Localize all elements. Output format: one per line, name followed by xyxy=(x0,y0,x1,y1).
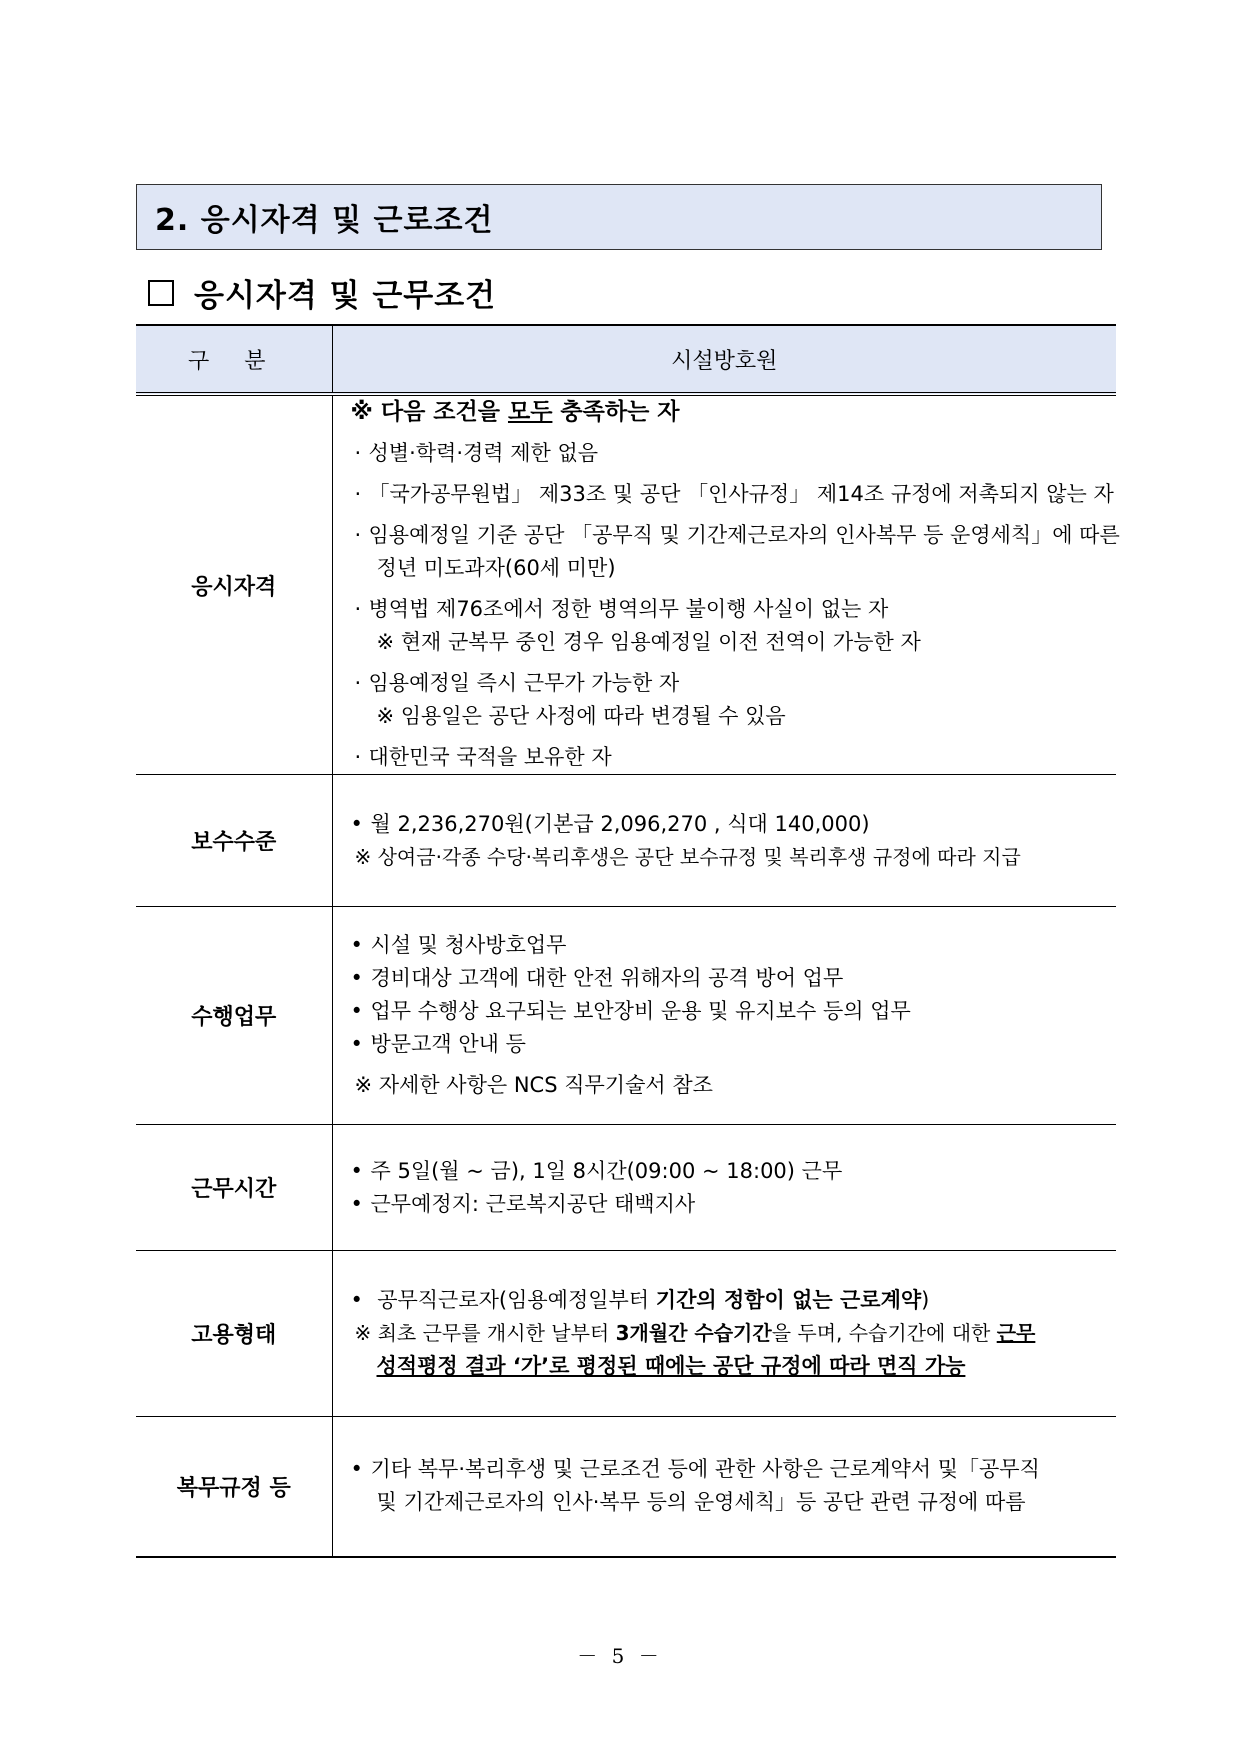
row-eligibility xyxy=(136,394,1116,775)
header-category: 구 분 xyxy=(136,325,332,394)
label-employment: 고용형태 xyxy=(136,1251,332,1417)
eligibility-note: ※ 임용일은 공단 사정에 따라 변경될 수 있음 xyxy=(376,704,786,728)
pay-note: ※ 상여금·각종 수당·복리후생은 공단 보수규정 및 복리후생 규정에 따라 지급 xyxy=(354,844,1021,869)
eligibility-item: · 병역법 제76조에서 정한 병역의무 불이행 사실이 없는 자 xyxy=(351,593,1109,626)
section-title: 2. 응시자격 및 근로조건 xyxy=(155,203,494,238)
eligibility-item-cont: 정년 미도과자(60세 미만) xyxy=(376,556,616,580)
row-rules xyxy=(136,1417,1116,1557)
pay-line: • 월 2,236,270원(기본급 2,096,270 , 식대 140,000) xyxy=(351,808,1109,841)
rules-line-cont: 및 기간제근로자의 인사·복무 등의 운영세칙」등 공단 관련 규정에 따름 xyxy=(376,1490,1026,1515)
employment-note: ※ 최초 근무를 개시한 날부터 3개월간 수습기간을 두며, 수습기간에 대한 근무 xyxy=(354,1321,1036,1345)
hours-item: • 근무예정지: 근로복지공단 태백지사 xyxy=(351,1188,1109,1221)
page-number: － 5 － xyxy=(577,1644,663,1668)
label-hours: 근무시간 xyxy=(136,1125,332,1251)
row-duties xyxy=(136,907,1116,1125)
row-hours xyxy=(136,1125,1116,1251)
row-pay xyxy=(136,775,1116,907)
label-pay: 보수수준 xyxy=(136,775,332,907)
label-eligibility: 응시자격 xyxy=(136,394,332,775)
eligibility-item: · 임용예정일 기준 공단 「공무직 및 기간제근로자의 인사복무 등 운영세칙」에 따른 xyxy=(351,519,1109,552)
label-duties: 수행업무 xyxy=(136,907,332,1125)
checkbox-square-icon xyxy=(148,280,174,306)
employment-line: • 공무직근로자(임용예정일부터 기간의 정함이 없는 근로계약) xyxy=(351,1284,1109,1317)
eligibility-item: · 성별·학력·경력 제한 없음 xyxy=(351,437,1109,470)
eligibility-item: · 대한민국 국적을 보유한 자 xyxy=(351,741,1109,774)
content-duties xyxy=(332,907,1116,1125)
label-rules: 복무규정 등 xyxy=(136,1417,332,1557)
eligibility-headline: ※ 다음 조건을 모두 충족하는 자 xyxy=(350,399,680,425)
row-employment xyxy=(136,1251,1116,1417)
conditions-table xyxy=(136,324,1120,1558)
content-eligibility xyxy=(332,394,1120,775)
content-rules xyxy=(332,1417,1116,1557)
sub-heading-title: 응시자격 및 근무조건 xyxy=(194,278,497,314)
duty-item: • 방문고객 안내 등 xyxy=(351,1028,1109,1061)
rules-line: • 기타 복무·복리후생 및 근로조건 등에 관한 사항은 근로계약서 및「공무직 xyxy=(351,1453,1109,1486)
employment-note-cont: 성적평정 결과 ‘가’로 평정된 때에는 공단 규정에 따라 면직 가능 xyxy=(376,1354,966,1378)
duty-item: • 업무 수행상 요구되는 보안장비 운용 및 유지보수 등의 업무 xyxy=(351,995,1109,1028)
content-employment xyxy=(332,1251,1116,1417)
header-position: 시설방호원 xyxy=(332,325,1116,394)
section-heading xyxy=(136,184,1102,250)
duty-item: • 경비대상 고객에 대한 안전 위해자의 공격 방어 업무 xyxy=(351,962,1109,995)
hours-item: • 주 5일(월 ~ 금), 1일 8시간(09:00 ~ 18:00) 근무 xyxy=(351,1155,1109,1188)
eligibility-item: · 「국가공무원법」 제33조 및 공단 「인사규정」 제14조 규정에 저촉되지 않는 자 xyxy=(351,478,1109,511)
content-hours xyxy=(332,1125,1116,1251)
eligibility-item: · 임용예정일 즉시 근무가 가능한 자 xyxy=(351,667,1109,700)
sub-heading xyxy=(148,270,496,315)
duty-note: ※ 자세한 사항은 NCS 직무기술서 참조 xyxy=(354,1073,713,1097)
table-header-row xyxy=(136,325,1116,394)
duty-item: • 시설 및 청사방호업무 xyxy=(351,929,1109,962)
content-pay xyxy=(332,775,1116,907)
eligibility-note: ※ 현재 군복무 중인 경우 임용예정일 이전 전역이 가능한 자 xyxy=(376,630,921,654)
